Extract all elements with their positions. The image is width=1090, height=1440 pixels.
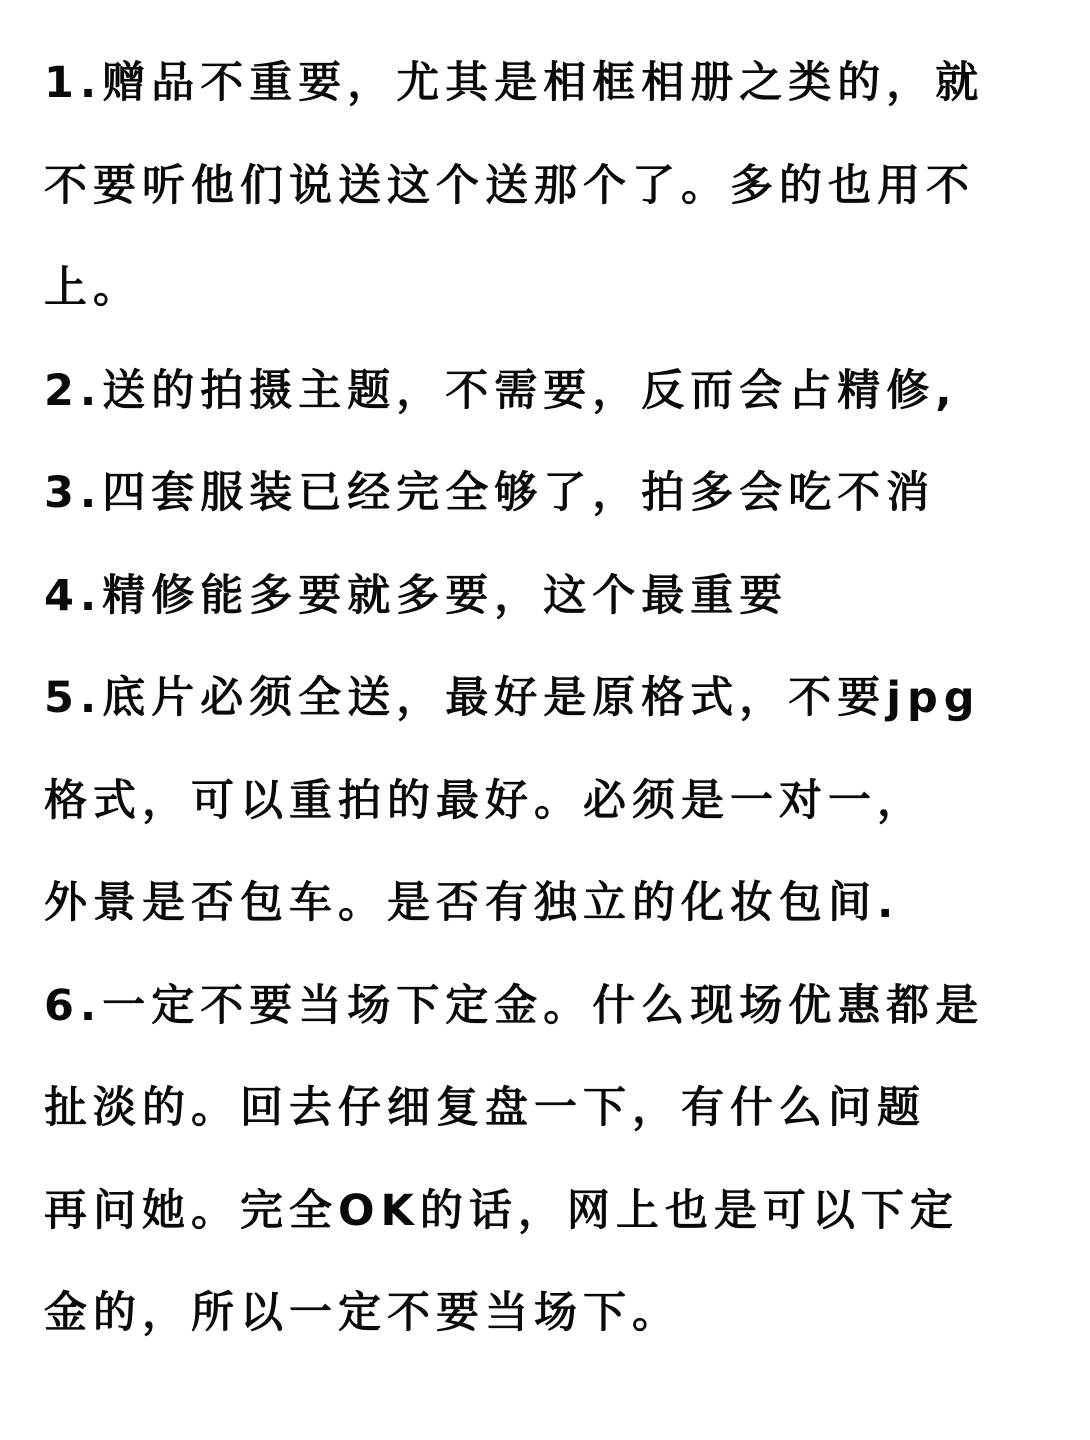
text-line-11: 扯淡的。回去仔细复盘一下，有什么问题: [44, 1083, 926, 1133]
text-line-9: 外景是否包车。是否有独立的化妆包间.: [44, 878, 900, 928]
text-line-4: 2.送的拍摄主题，不需要，反而会占精修,: [44, 365, 958, 416]
text-line-8: 格式，可以重拍的最好。必须是一对一，: [44, 775, 926, 826]
text-line-1: 1.赠品不重要，尤其是相框相册之类的，就: [44, 58, 985, 108]
text-line-5: 3.四套服装已经完全够了，拍多会吃不消: [44, 468, 936, 518]
text-line-3: 上。: [44, 263, 142, 313]
article-text: [44, 48, 1054, 1381]
text-line-12: 再问她。完全OK的话，网上也是可以下定: [44, 1185, 959, 1236]
text-line-10: 6.一定不要当场下定金。什么现场优惠都是: [44, 980, 985, 1031]
text-line-7: 5.底片必须全送，最好是原格式，不要jpg: [44, 673, 981, 723]
text-line-6: 4.精修能多要就多要，这个最重要: [44, 570, 789, 621]
text-line-2: 不要听他们说送这个送那个了。多的也用不: [44, 160, 975, 211]
text-line-13: 金的，所以一定不要当场下。: [44, 1288, 681, 1338]
